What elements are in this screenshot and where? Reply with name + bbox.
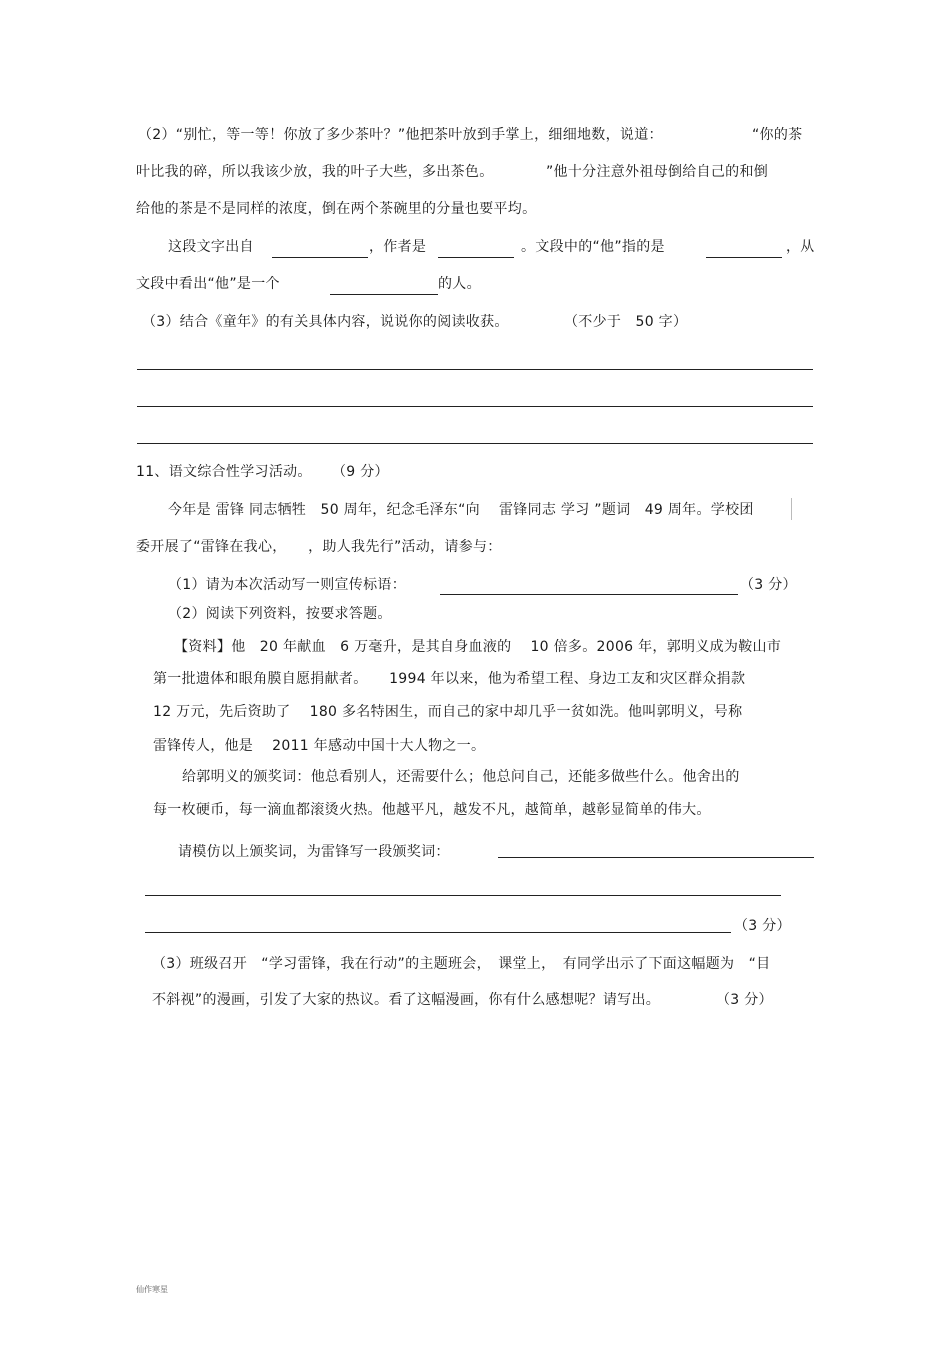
q11-title: 11、语文综合性学习活动。 (136, 464, 312, 480)
answer-line-1[interactable] (137, 369, 813, 370)
q11-part3-points: （3 分） (716, 992, 773, 1008)
q10-he-label: 。文段中的“他”指的是 (521, 239, 665, 255)
material-line3: 12 万元，先后资助了 180 多名特困生，而自己的家中却几乎一贫如洗。他叫郭明义，号称 (153, 704, 743, 720)
q11-part2-question: （2）阅读下列资料，按要求答题。 (168, 606, 392, 622)
slogan-blank[interactable] (440, 594, 738, 595)
margin-mark (791, 498, 792, 520)
q10-from-label: ，从 (786, 239, 815, 255)
q10-source-label: 这段文字出自 (168, 239, 254, 255)
q11-part1-question: （1）请为本次活动写一则宣传标语： (168, 577, 407, 593)
book-title-blank[interactable] (272, 257, 368, 258)
q10-part3-question: （3）结合《童年》的有关具体内容，说说你的阅读收获。 (142, 314, 509, 330)
q11-intro-line1: 今年是 雷锋 同志牺牲 50 周年，纪念毛泽东“向 雷锋同志 学习 ”题词 49 周年。学校团 (168, 502, 754, 518)
material-line4: 雷锋传人，他是 2011 年感动中国十大人物之一。 (153, 738, 486, 754)
he-refers-blank[interactable] (706, 257, 782, 258)
material-line2: 第一批遗体和眼角膜自愿捐献者。 1994 年以来，他为希望工程、身边工友和灾区群众捐款 (153, 671, 746, 687)
q10-part2-line1-end: “你的茶 (752, 127, 803, 143)
q10-part2-line2-end: ”他十分注意外祖母倒给自己的和倒 (546, 164, 769, 180)
q10-part2-line2: 叶比我的碎，所以我该少放，我的叶子大些，多出茶色。 (136, 164, 494, 180)
award-answer-line-1[interactable] (498, 857, 814, 858)
q10-part2-line1: （2）“别忙，等一等！你放了多少茶叶？”他把茶叶放到手掌上，细细地数，说道： (138, 127, 663, 143)
answer-line-3[interactable] (137, 443, 813, 444)
character-trait-blank[interactable] (330, 294, 438, 295)
q11-part3-line2: 不斜视”的漫画，引发了大家的热议。看了这幅漫画，你有什么感想呢？请写出。 (152, 992, 661, 1008)
q11-part3-line1: （3）班级召开 “学习雷锋，我在行动”的主题班会， 课堂上， 有同学出示了下面这幅题为 “目 (152, 956, 771, 972)
q10-part3-note: （不少于 50 字） (564, 314, 688, 330)
q11-part1-points: （3 分） (740, 577, 797, 593)
q11-points: （9 分） (332, 464, 389, 480)
award-speech-line2: 每一枚硬币，每一滴血都滚烫火热。他越平凡，越发不凡，越简单，越彰显简单的伟大。 (153, 802, 711, 818)
award-answer-line-3[interactable] (145, 932, 731, 933)
author-blank[interactable] (438, 257, 514, 258)
award-answer-line-2[interactable] (145, 895, 781, 896)
q10-author-label: ，作者是 (369, 239, 427, 255)
imitate-points: （3 分） (734, 918, 791, 934)
page-footer: 仙作寒星 (136, 1285, 168, 1294)
q11-intro-line2: 委开展了“雷锋在我心， ，助人我先行”活动，请参与： (136, 539, 502, 555)
q10-person-suffix: 的人。 (438, 276, 481, 292)
q10-character-label: 文段中看出“他”是一个 (136, 276, 280, 292)
imitate-prompt: 请模仿以上颁奖词，为雷锋写一段颁奖词： (178, 844, 450, 860)
award-speech-line1: 给郭明义的颁奖词：他总看别人，还需要什么；他总问自己，还能多做些什么。他舍出的 (182, 769, 740, 785)
q10-part2-line3: 给他的茶是不是同样的浓度，倒在两个茶碗里的分量也要平均。 (136, 201, 537, 217)
material-line1: 【资料】他 20 年献血 6 万毫升，是其自身血液的 10 倍多。2006 年，郭明义成为鞍山市 (174, 639, 782, 655)
answer-line-2[interactable] (137, 406, 813, 407)
